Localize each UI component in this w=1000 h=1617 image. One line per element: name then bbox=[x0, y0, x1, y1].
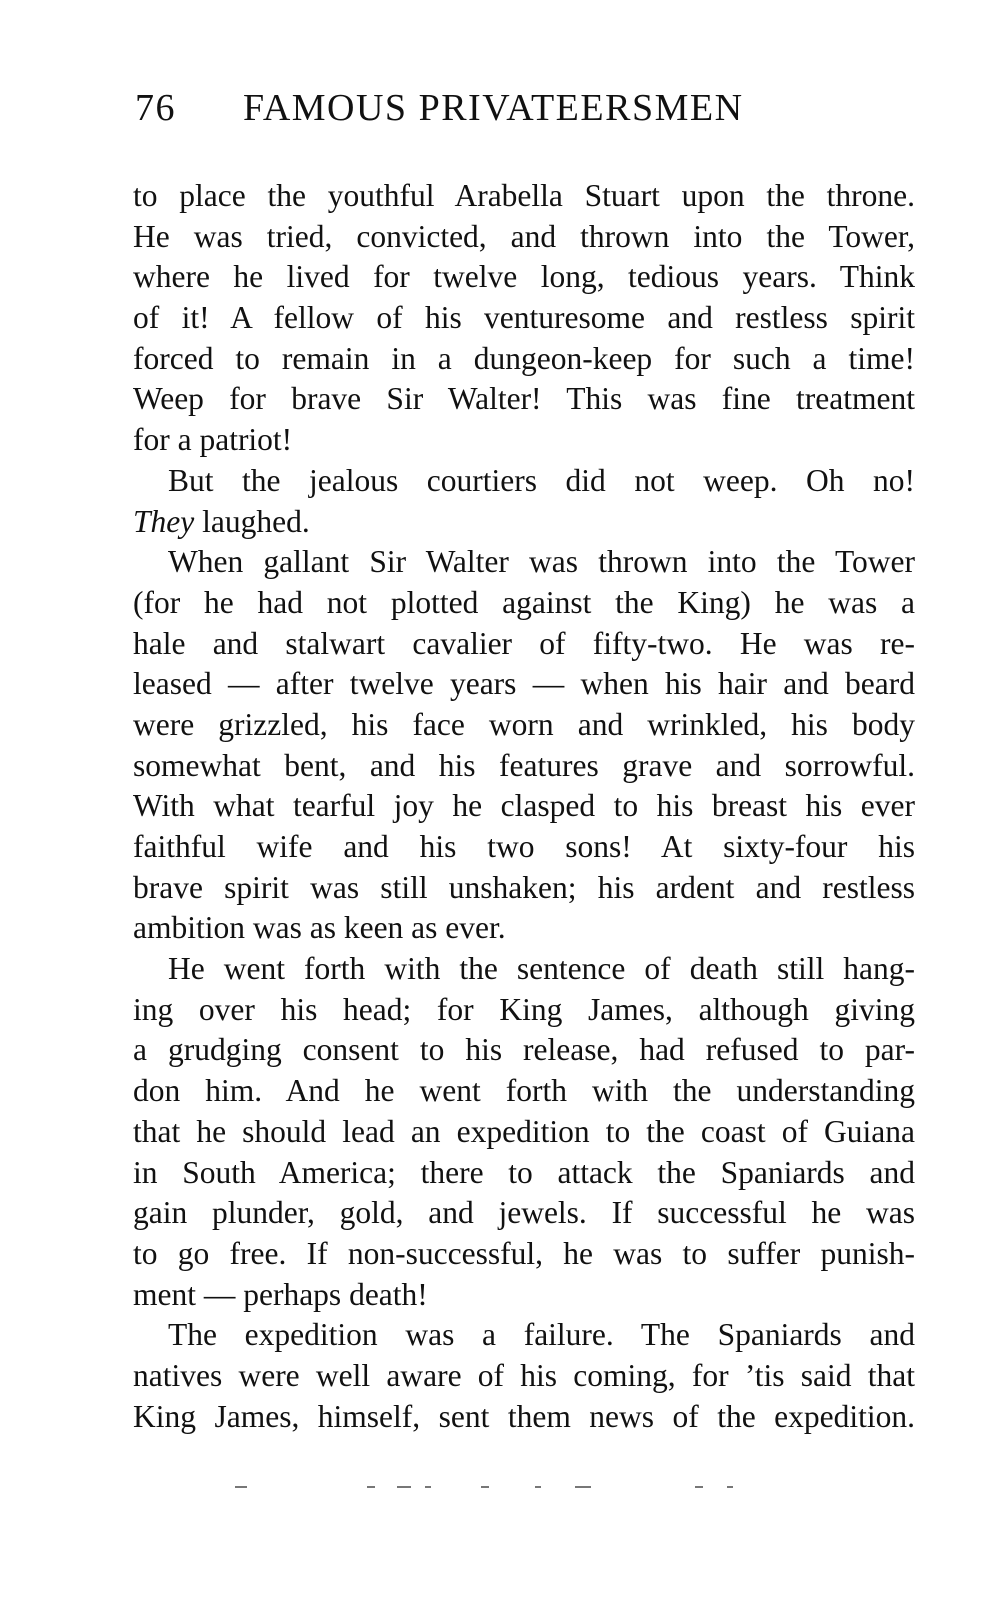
text-line: don him. And he went forth with the understanding bbox=[133, 1073, 915, 1109]
text-line: to place the youthful Arabella Stuart upon the throne. bbox=[133, 178, 915, 213]
running-head bbox=[135, 86, 915, 138]
text-line: ment — perhaps death! bbox=[133, 1276, 428, 1312]
text-line: hale and stalwart cavalier of fifty-two. He was re- bbox=[133, 625, 915, 661]
scan-mark bbox=[425, 1486, 431, 1488]
text-line: somewhat bent, and his features grave and sorrowful. bbox=[133, 747, 915, 783]
text-line: forced to remain in a dungeon-keep for such a time! bbox=[133, 340, 915, 376]
scan-mark bbox=[397, 1486, 411, 1488]
scan-mark bbox=[481, 1486, 489, 1488]
paragraph bbox=[133, 176, 915, 461]
scan-mark bbox=[535, 1486, 541, 1488]
text-line: When gallant Sir Walter was thrown into the Tower bbox=[168, 544, 915, 580]
scan-mark bbox=[575, 1486, 591, 1488]
scan-artifact-marks bbox=[235, 1486, 735, 1492]
text-line: ambition was as keen as ever. bbox=[133, 910, 506, 946]
text-line: He went forth with the sentence of death still hang- bbox=[168, 951, 915, 987]
paragraph bbox=[133, 461, 915, 542]
text-line: The expedition was a failure. The Spaniards and bbox=[168, 1317, 915, 1353]
text-line: that he should lead an expedition to the coast of Guiana bbox=[133, 1113, 915, 1149]
text-line: of it! A fellow of his venturesome and restless spirit bbox=[133, 300, 915, 336]
text-line: (for he had not plotted against the King) he was a bbox=[133, 584, 915, 620]
text-line: in South America; there to attack the Spaniards and bbox=[133, 1154, 915, 1190]
text-line: ing over his head; for King James, although giving bbox=[133, 991, 915, 1027]
scan-mark bbox=[235, 1486, 247, 1488]
text-line: King James, himself, sent them news of the expedition. bbox=[133, 1398, 915, 1434]
text-line: faithful wife and his two sons! At sixty-four his bbox=[133, 829, 915, 864]
text-line: a grudging consent to his release, had refused to par- bbox=[133, 1032, 915, 1068]
scan-mark bbox=[727, 1486, 733, 1488]
text-line: He was tried, convicted, and thrown into the Tower, bbox=[133, 218, 915, 254]
text-line: leased — after twelve years — when his hair and beard bbox=[133, 666, 915, 702]
text-line: But the jealous courtiers did not weep. Oh no! bbox=[168, 462, 915, 498]
scan-mark bbox=[695, 1486, 703, 1488]
body-text bbox=[133, 176, 915, 1437]
text-line: where he lived for twelve long, tedious years. Think bbox=[133, 259, 915, 295]
text-fragment: laughed. bbox=[194, 503, 310, 539]
text-line: With what tearful joy he clasped to his breast his ever bbox=[133, 788, 915, 824]
book-title: FAMOUS PRIVATEERSMEN bbox=[243, 87, 744, 129]
paragraph bbox=[133, 1315, 915, 1437]
paragraph bbox=[133, 949, 915, 1315]
text-line: were grizzled, his face worn and wrinkled, his body bbox=[133, 706, 915, 742]
text-line: gain plunder, gold, and jewels. If successful he was bbox=[133, 1195, 915, 1231]
text-line: for a patriot! bbox=[133, 422, 293, 458]
text-line bbox=[133, 502, 915, 543]
text-line: brave spirit was still unshaken; his ardent and restless bbox=[133, 869, 915, 905]
text-line: Weep for brave Sir Walter! This was fine treatment bbox=[133, 381, 915, 417]
scan-mark bbox=[367, 1486, 375, 1488]
text-line: to go free. If non-successful, he was to suffer punish- bbox=[133, 1235, 915, 1271]
text-line: natives were well aware of his coming, for ’tis said that bbox=[133, 1357, 915, 1393]
page-number: 76 bbox=[135, 87, 176, 129]
paragraph bbox=[133, 542, 915, 949]
emphasis-word: They bbox=[133, 503, 195, 539]
